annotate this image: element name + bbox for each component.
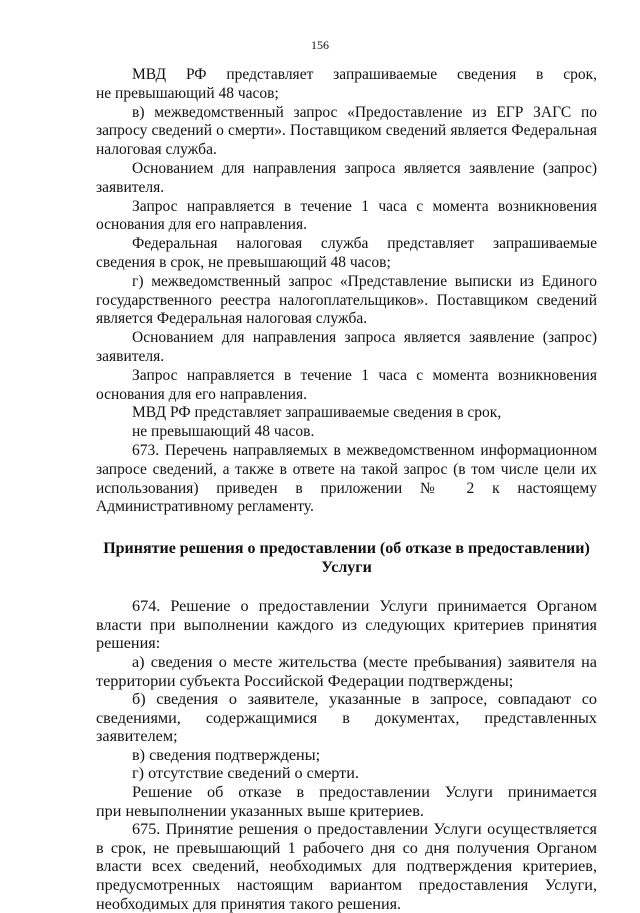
- paragraph: г) отсутствие сведений о смерти.: [132, 764, 359, 783]
- paragraph-continuation: при невыполнении указанных выше критериев.: [96, 801, 424, 820]
- paragraph: Запрос направляется в течение 1 часа с момента возникновения основания для его направления.: [96, 366, 597, 403]
- paragraph: 674. Решение о предоставлении Услуги принимается Органом власти при выполнении каждого из следующих критериев принятия решения:: [96, 597, 597, 653]
- paragraph: МВД РФ представляет запрашиваемые сведения в срок,: [132, 66, 597, 83]
- section-heading: Принятие решения о предоставлении (об отказе в предоставлении) Услуги: [103, 540, 590, 577]
- paragraph: в) межведомственный запрос «Предоставление из ЕГР ЗАГС по запросу сведений о смерти». Поставщиком сведений является Федеральная налоговая служба.: [96, 103, 597, 159]
- paragraph: Запрос направляется в течение 1 часа с момента возникновения основания для его направления.: [96, 197, 597, 234]
- paragraph: 675. Принятие решения о предоставлении Услуги осуществляется в срок, не превышающий 1 рабочего дня со дня получения Органом власти всех сведений, необходимых для подтверждения критериев, предусмотренных настоящим вариантом предоставления Услуги, необходимых для принятия такого решения.: [96, 820, 597, 913]
- paragraph: Основанием для направления запроса является заявление (запрос) заявителя.: [96, 329, 597, 365]
- paragraph: 673. Перечень направляемых в межведомственном информационном запросе сведений, а также в ответе на такой запрос (в том числе цели их использования) приведен в приложении № 2 к настоящему: [96, 441, 597, 497]
- paragraph: в) сведения подтверждены;: [132, 745, 321, 764]
- section-body: [96, 597, 597, 913]
- paragraph: не превышающий 48 часов.: [132, 423, 315, 441]
- paragraph: б) сведения о заявителе, указанные в запросе, совпадают со сведениями, содержащимися в документах, представленных заявителем;: [96, 690, 597, 746]
- paragraph: а) сведения о месте жительства (месте пребывания) заявителя на территории субъекта Российской Федерации подтверждены;: [96, 652, 597, 690]
- paragraph-continuation: Административному регламенту.: [96, 498, 314, 516]
- paragraph: Основанием для направления запроса является заявление (запрос) заявителя.: [96, 159, 597, 196]
- paragraph: г) межведомственный запрос «Представление выписки из Единого государственного реестра налогоплательщиков». Поставщиком сведений является Федеральная налоговая служба.: [96, 272, 597, 328]
- paragraph: Решение об отказе в предоставлении Услуги принимается: [132, 783, 597, 802]
- page-number: 156: [311, 38, 329, 52]
- paragraph: МВД РФ представляет запрашиваемые сведения в срок,: [132, 404, 502, 422]
- paragraph: Федеральная налоговая служба представляет запрашиваемые сведения в срок, не превышающий 48 часов;: [96, 235, 597, 271]
- paragraph-continuation: не превышающий 48 часов;: [96, 84, 279, 102]
- document-body: [96, 66, 597, 913]
